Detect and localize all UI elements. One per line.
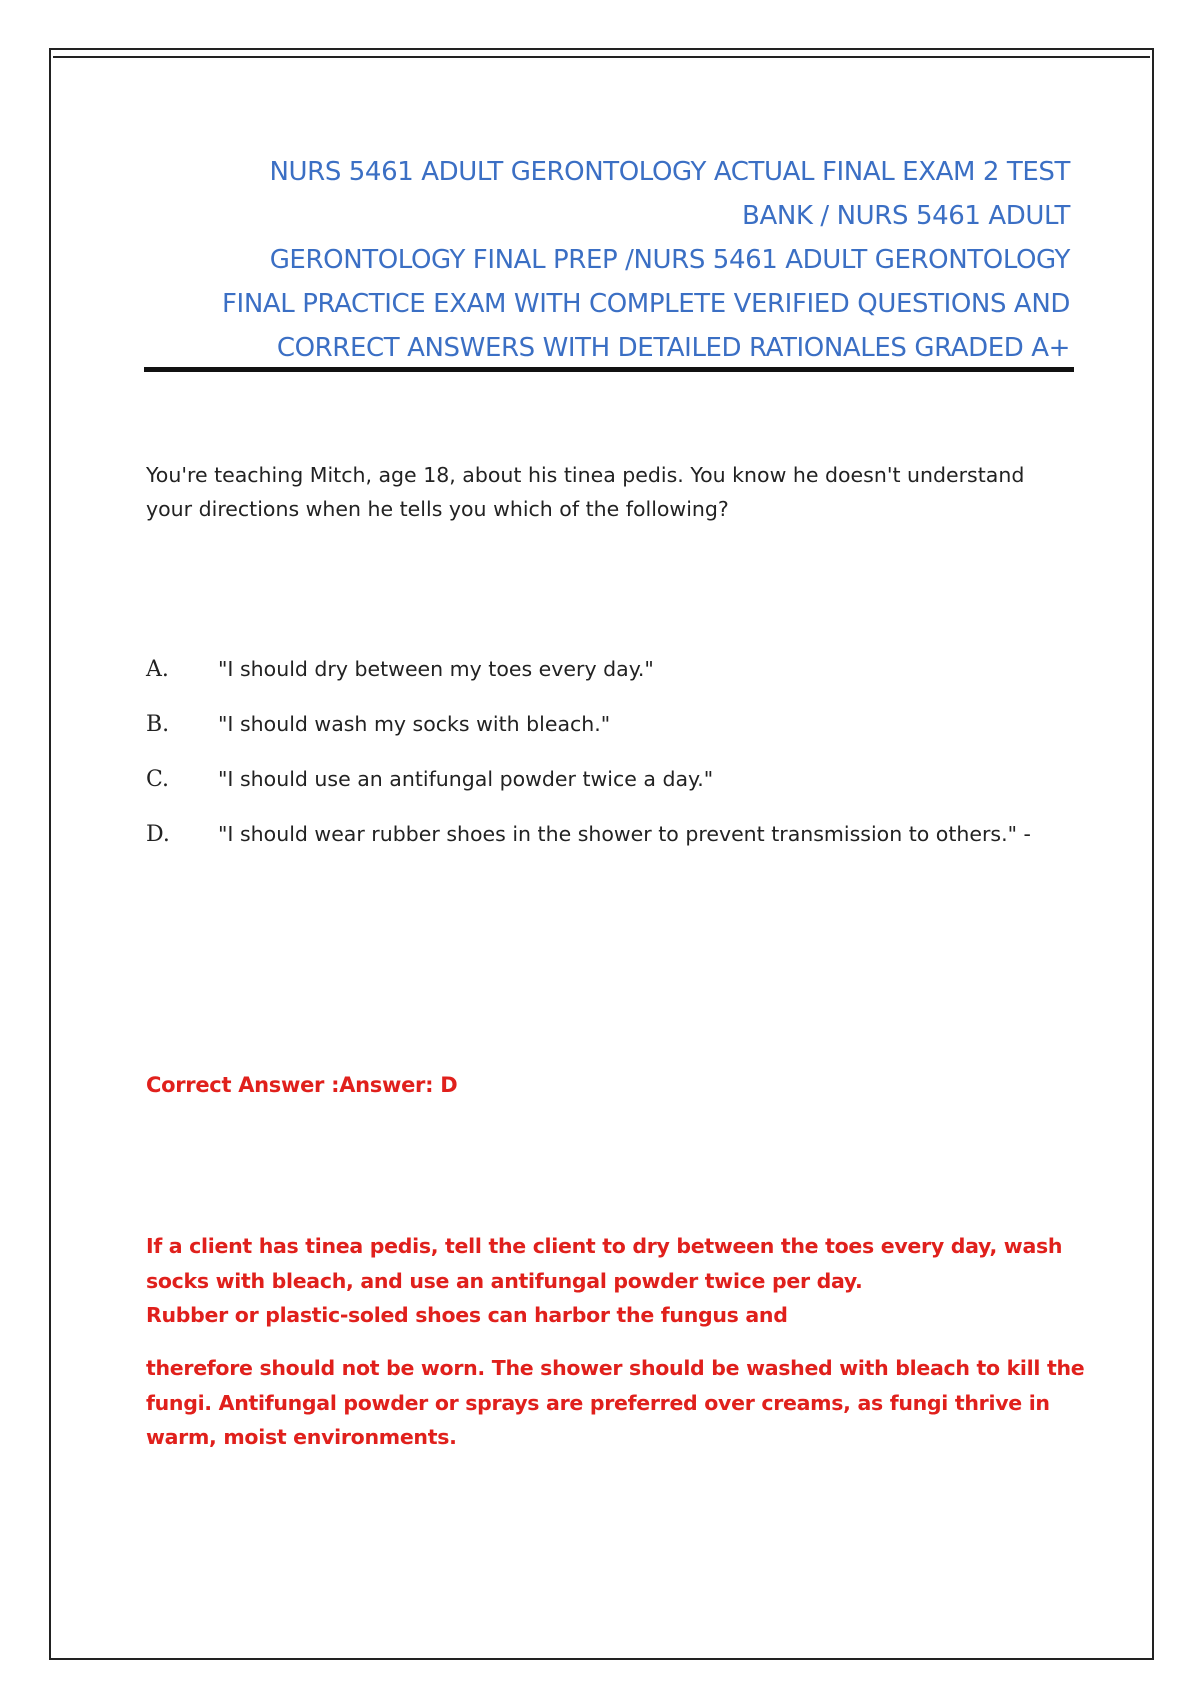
title-line: CORRECT ANSWERS WITH DETAILED RATIONALES GRADED A+ [276,333,1070,363]
correct-answer: Correct Answer :Answer: D [146,1073,458,1097]
rationale-line: If a client has tinea pedis, tell the client to dry between the toes every day, wash [146,1234,1063,1258]
document-title [150,150,1070,370]
option-d [146,817,1076,852]
option-letter: B. [146,712,170,737]
rationale-paragraph-2 [146,1351,1085,1455]
title-line: NURS 5461 ADULT GERONTOLOGY ACTUAL FINAL EXAM 2 TEST [269,157,1070,187]
rationale-paragraph-1 [146,1229,1076,1333]
question-stem: You're teaching Mitch, age 18, about his tinea pedis. You know he doesn't understand your directions when he tells you which of the following? [146,463,1025,521]
option-letter: C. [146,767,170,792]
page-border-top-rule [53,56,1150,58]
answer-options [146,652,1076,872]
option-letter: D. [146,822,170,847]
option-b [146,707,1076,742]
rationale-line: fungi. Antifungal powder or sprays are preferred over creams, as fungi thrive in [146,1390,1050,1415]
rationale-line: therefore should not be worn. The shower should be washed with bleach to kill the [146,1356,1085,1380]
option-c [146,762,1076,797]
title-underline [144,367,1074,372]
option-letter: A. [146,657,169,682]
option-text: "I should use an antifungal powder twice a day." [218,767,714,791]
option-a [146,652,1076,687]
option-text: "I should wear rubber shoes in the shower to prevent transmission to others." - [218,822,1031,846]
option-text: "I should dry between my toes every day." [218,657,654,681]
rationale-line: socks with bleach, and use an antifungal powder twice per day. [146,1268,863,1293]
option-text: "I should wash my socks with bleach." [218,712,611,736]
title-line: BANK / NURS 5461 ADULT [742,201,1070,231]
rationale-line: Rubber or plastic-soled shoes can harbor the fungus and [146,1303,788,1327]
title-line: FINAL PRACTICE EXAM WITH COMPLETE VERIFIED QUESTIONS AND [222,289,1070,319]
title-line: GERONTOLOGY FINAL PREP /NURS 5461 ADULT GERONTOLOGY [269,245,1070,275]
rationale-line: warm, moist environments. [146,1425,457,1449]
